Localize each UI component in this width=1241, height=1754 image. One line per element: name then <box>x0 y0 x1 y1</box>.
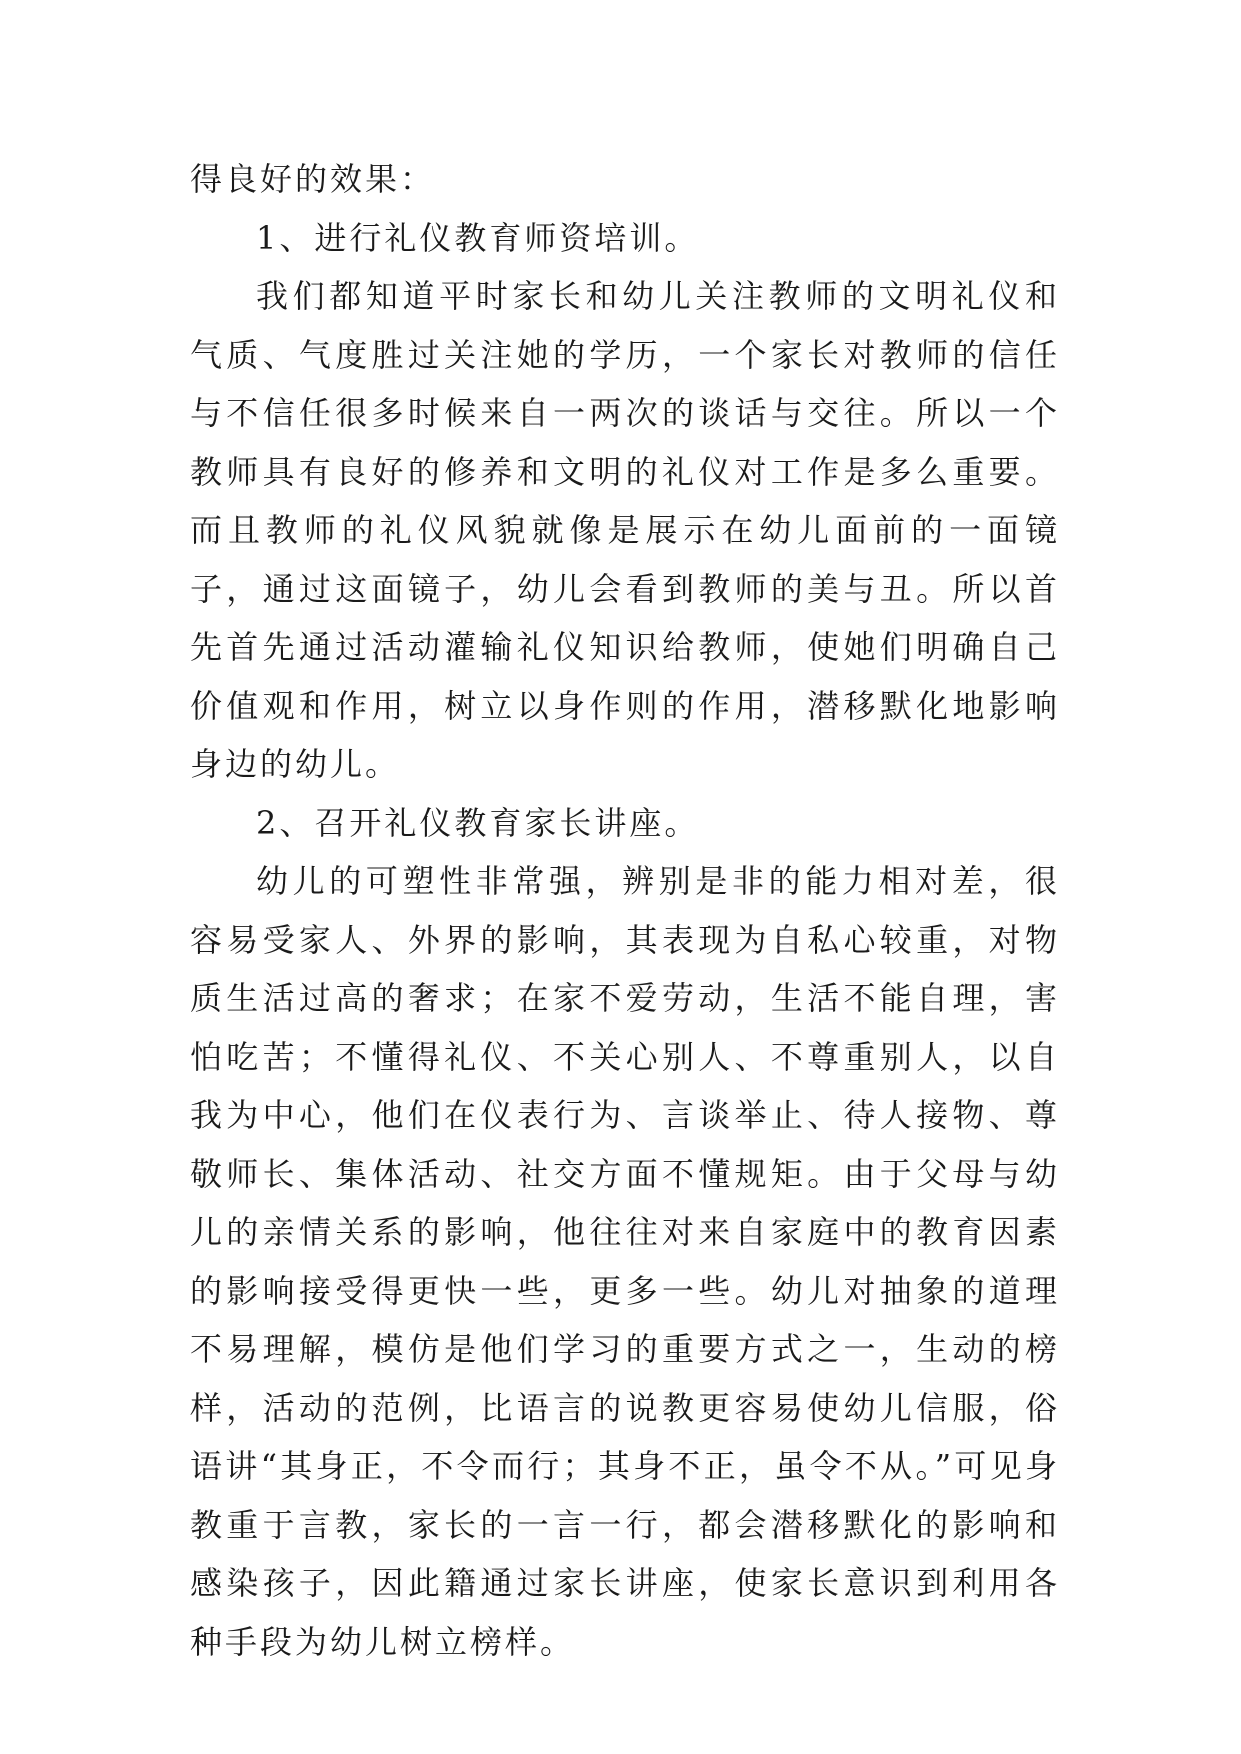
paragraph-parent-lecture: 幼儿的可塑性非常强，辨别是非的能力相对差，很容易受家人、外界的影响，其表现为自私心较重，对物质生活过高的奢求；在家不爱劳动，生活不能自理，害怕吃苦；不懂得礼仪、不关心别人、不尊重别人，以自我为中心，他们在仪表行为、言谈举止、待人接物、尊敬师长、集体活动、社交方面不懂规矩。由于父母与幼儿的亲情关系的影响，他往往对来自家庭中的教育因素的影响接受得更快一些，更多一些。幼儿对抽象的道理不易理解，模仿是他们学习的重要方式之一，生动的榜样，活动的范例，比语言的说教更容易使幼儿信服，俗语讲“其身正，不令而行；其身不正，虽令不从。”可见身教重于言教，家长的一言一行，都会潜移默化的影响和感染孩子，因此籍通过家长讲座，使家长意识到利用各种手段为幼儿树立榜样。 <box>190 862 1060 1661</box>
section-heading-1: 1、进行礼仪教育师资培训。 <box>256 218 700 257</box>
section-heading-2: 2、召开礼仪教育家长讲座。 <box>256 803 700 842</box>
paragraph-continuation: 得良好的效果： <box>190 160 436 198</box>
body-text <box>190 150 1060 1671</box>
paragraph-teacher-training: 我们都知道平时家长和幼儿关注教师的文明礼仪和气质、气度胜过关注她的学历，一个家长对教师的信任与不信任很多时候来自一两次的谈话与交往。所以一个教师具有良好的修养和文明的礼仪对工作是多么重要。而且教师的礼仪风貌就像是展示在幼儿面前的一面镜子，通过这面镜子，幼儿会看到教师的美与丑。所以首先首先通过活动灌输礼仪知识给教师，使她们明确自己价值观和作用，树立以身作则的作用，潜移默化地影响身边的幼儿。 <box>190 277 1060 783</box>
